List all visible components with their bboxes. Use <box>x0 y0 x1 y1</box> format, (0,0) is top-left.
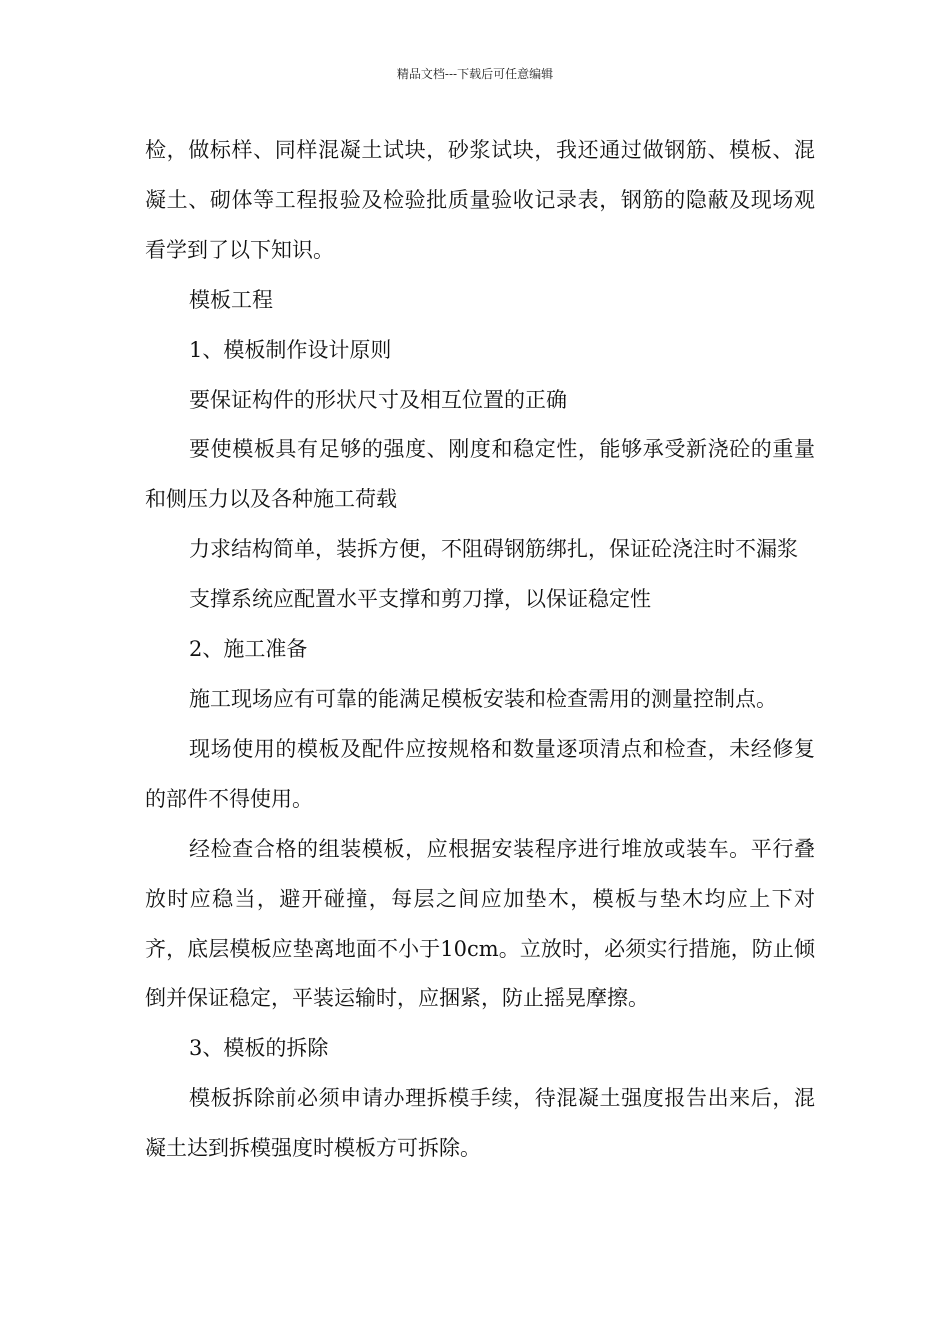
paragraph: 检，做标样、同样混凝土试块，砂浆试块，我还通过做钢筋、模板、混凝土、砌体等工程报验及检验批质量验收记录表，钢筋的隐蔽及现场观看学到了以下知识。 <box>145 138 815 262</box>
paragraph: 施工现场应有可靠的能满足模板安装和检查需用的测量控制点。 <box>189 686 777 711</box>
paragraph: 力求结构简单，装拆方便，不阻碍钢筋绑扎，保证砼浇注时不漏浆 <box>189 537 798 562</box>
page-header: 精品文档---下载后可任意编辑 <box>396 67 554 81</box>
document-body <box>145 126 815 1174</box>
paragraph: 要使模板具有足够的强度、刚度和稳定性，能够承受新浇砼的重量和侧压力以及各种施工荷载 <box>145 437 815 512</box>
paragraph: 要保证构件的形状尺寸及相互位置的正确 <box>189 387 567 412</box>
section-heading: 模板工程 <box>189 287 273 312</box>
paragraph: 模板拆除前必须申请办理拆模手续，待混凝土强度报告出来后，混凝土达到拆模强度时模板方可拆除。 <box>145 1086 815 1161</box>
subsection-heading: 3、模板的拆除 <box>189 1036 329 1061</box>
subsection-heading: 1、模板制作设计原则 <box>189 337 392 362</box>
paragraph: 现场使用的模板及配件应按规格和数量逐项清点和检查，未经修复的部件不得使用。 <box>145 736 815 811</box>
subsection-heading: 2、施工准备 <box>189 637 308 662</box>
paragraph: 支撑系统应配置水平支撑和剪刀撑，以保证稳定性 <box>189 587 651 612</box>
paragraph: 经检查合格的组装模板，应根据安装程序进行堆放或装车。平行叠放时应稳当，避开碰撞，每层之间应加垫木，模板与垫木均应上下对齐，底层模板应垫离地面不小于10cm。立放时，必须实行措施，防止倾倒并保证稳定，平装运输时，应捆紧，防止摇晃摩擦。 <box>145 836 815 1011</box>
